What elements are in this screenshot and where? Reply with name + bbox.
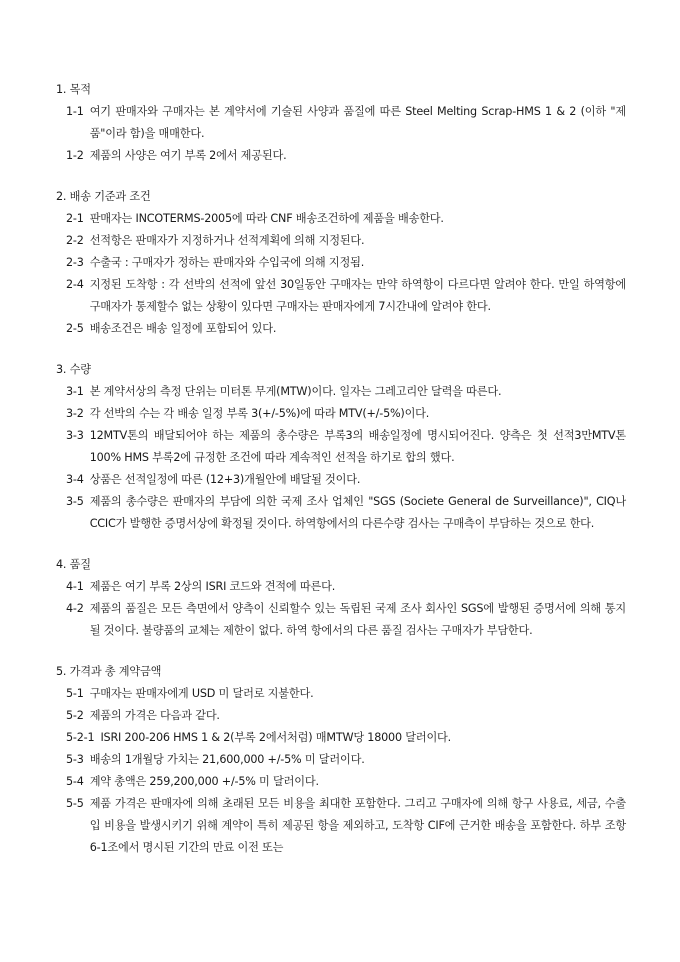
- clause-text: 지정된 도착항 : 각 선박의 선적에 앞선 30일동안 구매자는 만약 하역항이 다르다면 알려야 한다. 만일 하역항에 구매자가 통제할수 없는 상황이 있다면 구매자는 판매자에게 7시간내에 알려야 한다.: [89, 278, 626, 313]
- section-1: [56, 79, 626, 167]
- clause-number: 5-3: [66, 753, 84, 766]
- clause: [56, 793, 626, 859]
- clause: [56, 683, 626, 705]
- clause-number: 5-2: [66, 709, 84, 722]
- contract-body: [56, 79, 626, 878]
- clause-number: 2-4: [66, 278, 84, 291]
- clause-text: 배송조건은 배송 일정에 포함되어 있다.: [89, 322, 277, 335]
- section-heading: 3. 수량: [56, 363, 91, 376]
- clause-text: 12MTV톤의 배달되어야 하는 제품의 총수량은 부록3의 배송일정에 명시되어진다. 양측은 첫 선적3만MTV톤 100% HMS 부록2에 규정한 조건에 따라 계속적인 선적을 하기로 합의 했다.: [89, 429, 626, 464]
- clause: [56, 749, 626, 771]
- clause-text: 제품의 가격은 다음과 같다.: [89, 709, 220, 722]
- clause-number: 2-3: [66, 256, 84, 269]
- clause: [56, 318, 626, 340]
- clause-number: 1-1: [66, 105, 84, 118]
- clause-text: ISRI 200-206 HMS 1 & 2(부록 2에서처럼) 매MTW당 18000 달러이다.: [100, 731, 452, 744]
- clause-number: 3-4: [66, 473, 84, 486]
- section-2: [56, 186, 626, 340]
- clause-text: 제품은 여기 부록 2상의 ISRI 코드와 견적에 따른다.: [89, 580, 336, 593]
- clause: [56, 598, 626, 642]
- clause-text: 본 계약서상의 측정 단위는 미터톤 무게(MTW)이다. 일자는 그레고리안 달력을 따른다.: [89, 385, 502, 398]
- clause: [56, 491, 626, 535]
- clause: [56, 403, 626, 425]
- clause-number: 3-1: [66, 385, 84, 398]
- clause-text: 선적항은 판매자가 지정하거나 선적계획에 의해 지정된다.: [89, 234, 365, 247]
- clause-text: 배송의 1개월당 가치는 21,600,000 +/-5% 미 달러이다.: [89, 753, 365, 766]
- clause-number: 5-2-1: [66, 731, 95, 744]
- clause: [56, 771, 626, 793]
- section-3: [56, 359, 626, 535]
- clause-text: 상품은 선적일정에 따른 (12+3)개월안에 배달될 것이다.: [89, 473, 361, 486]
- clause: [56, 469, 626, 491]
- clause-text: 제품의 사양은 여기 부록 2에서 제공된다.: [89, 149, 287, 162]
- clause-text: 판매자는 INCOTERMS-2005에 따라 CNF 배송조건하에 제품을 배송한다.: [89, 212, 444, 225]
- clause-number: 3-2: [66, 407, 84, 420]
- clause: [56, 705, 626, 727]
- clause: [56, 145, 626, 167]
- clause-number: 1-2: [66, 149, 84, 162]
- section-heading: 2. 배송 기준과 조건: [56, 190, 151, 203]
- clause-number: 2-2: [66, 234, 84, 247]
- clause-text: 수출국 : 구매자가 정하는 판매자와 수입국에 의해 지정됨.: [89, 256, 365, 269]
- section-5: [56, 661, 626, 859]
- clause-text: 여기 판매자와 구매자는 본 계약서에 기술된 사양과 품질에 따른 Steel Melting Scrap-HMS 1 & 2 (이하 "제품"이라 함)을 매매한다.: [89, 105, 626, 140]
- clause: [56, 381, 626, 403]
- clause-text: 제품의 품질은 모든 측면에서 양측이 신뢰할수 있는 독립된 국제 조사 회사인 SGS에 발행된 증명서에 의해 통지될 것이다. 불량품의 교체는 제한이 없다. 하역 항에서의 다른 품질 검사는 구매자가 부담한다.: [89, 602, 626, 637]
- clause: [56, 727, 626, 749]
- section-heading: 4. 품질: [56, 558, 91, 571]
- clause-text: 제품 가격은 판매자에 의해 초래된 모든 비용을 최대한 포함한다. 그리고 구매자에 의해 항구 사용료, 세금, 수출입 비용을 발생시키기 위해 계약이 특히 제공된 항을 제외하고, 도착항 CIF에 근거한 배송을 포함한다. 하부 조항 6-1조에서 명시된 기간의 만료 이전 또는: [89, 797, 626, 854]
- clause-number: 3-5: [66, 495, 84, 508]
- clause: [56, 274, 626, 318]
- clause-text: 제품의 총수량은 판매자의 부담에 의한 국제 조사 업체인 "SGS (Societe General de Surveillance)", CIQ나 CCIC가 발행한 증명서상에 확정될 것이다. 하역항에서의 다른수량 검사는 구매측이 부담하는 것으로 한다.: [89, 495, 626, 530]
- clause: [56, 252, 626, 274]
- clause-number: 5-1: [66, 687, 84, 700]
- clause-number: 4-1: [66, 580, 84, 593]
- clause-number: 2-1: [66, 212, 84, 225]
- clause: [56, 101, 626, 145]
- section-heading: 5. 가격과 총 계약금액: [56, 665, 162, 678]
- clause: [56, 576, 626, 598]
- clause-number: 5-4: [66, 775, 84, 788]
- clause-number: 5-5: [66, 797, 84, 810]
- clause-number: 4-2: [66, 602, 84, 615]
- clause-number: 3-3: [66, 429, 84, 442]
- clause-text: 구매자는 판매자에게 USD 미 달러로 지불한다.: [89, 687, 314, 700]
- clause: [56, 425, 626, 469]
- clause-text: 계약 총액은 259,200,000 +/-5% 미 달러이다.: [89, 775, 319, 788]
- section-heading: 1. 목적: [56, 83, 91, 96]
- clause-number: 2-5: [66, 322, 84, 335]
- clause: [56, 208, 626, 230]
- section-4: [56, 554, 626, 642]
- clause-text: 각 선박의 수는 각 배송 일정 부록 3(+/-5%)에 따라 MTV(+/-5%)이다.: [89, 407, 430, 420]
- clause: [56, 230, 626, 252]
